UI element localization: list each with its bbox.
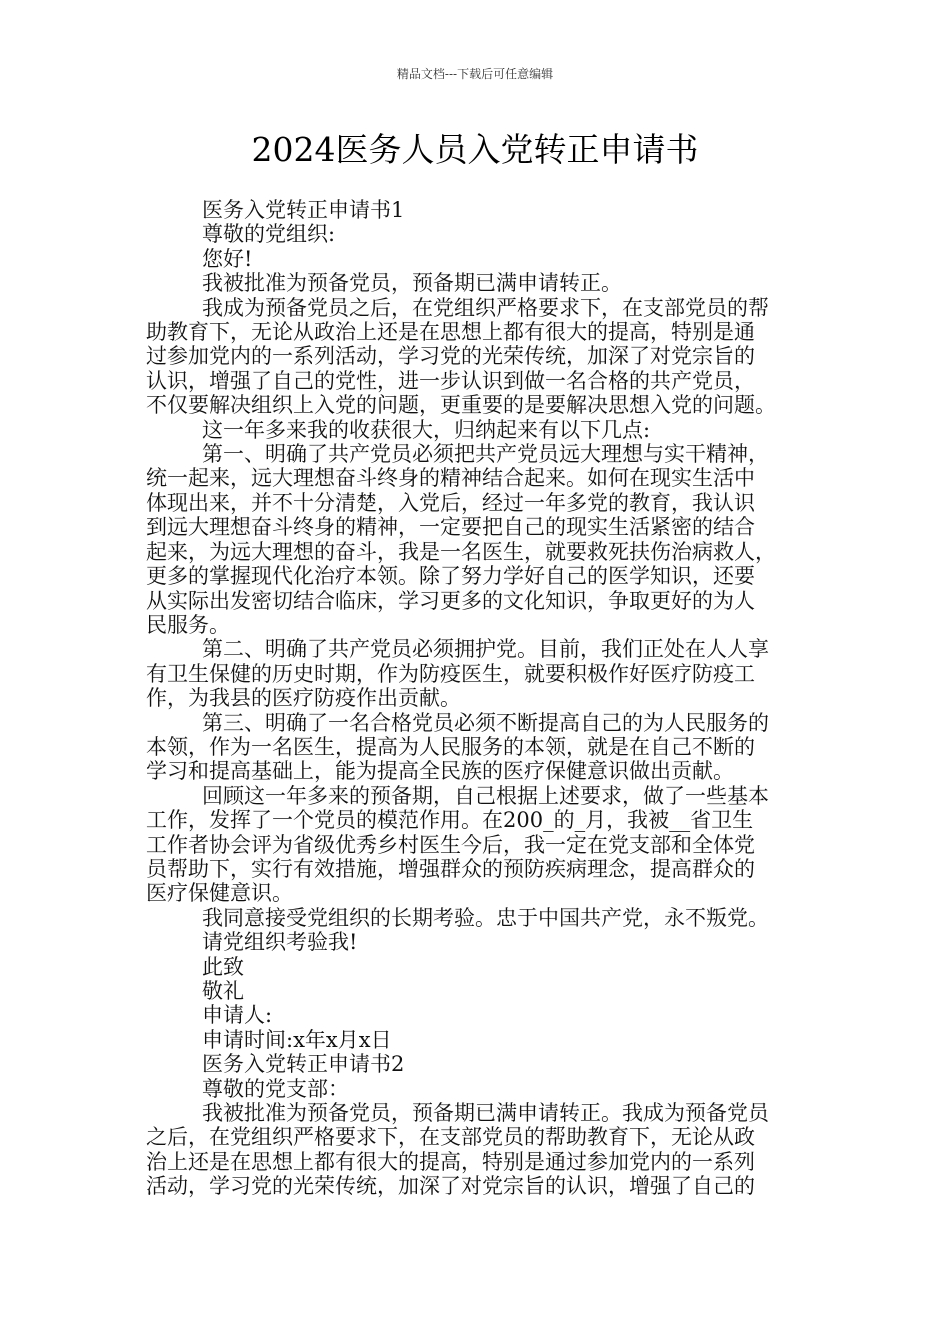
- section-heading-1: 医务入党转正申请书1: [202, 198, 405, 222]
- body-paragraph: 第三、明确了一名合格党员必须不断提高自己的为人民服务的 本领，作为一名医生，提高为人民服务的本领，就是在自己不断的 学习和提高基础上，能为提高全民族的医疗保健意识做出贡献。: [146, 710, 769, 784]
- document-body: [146, 198, 810, 1199]
- section-heading-2: 医务入党转正申请书2: [202, 1052, 405, 1077]
- body-paragraph: 这一年多来我的收获很大，归纳起来有以下几点:: [202, 417, 651, 442]
- body-paragraph: 我被批准为预备党员，预备期已满申请转正。: [202, 271, 622, 296]
- application-date-line: 申请时间:x年x月x日: [202, 1027, 392, 1052]
- body-paragraph: 我成为预备党员之后，在党组织严格要求下，在支部党员的帮 助教育下，无论从政治上还是在思想上都有很大的提高，特别是通 过参加党内的一系列活动，学习党的光荣传统，加深了对党宗旨的 认识，增强了自己的党性，进一步认识到做一名合格的共产党员， 不仅要解决组织上入党的问题，更重要的是要解决思想入党的问题。: [146, 295, 776, 418]
- closing-salute: 敬礼: [202, 979, 244, 1003]
- body-paragraph: 请党组织考验我!: [202, 930, 358, 955]
- closing-line: 此致: [202, 954, 244, 979]
- document-title: 2024医务人员入党转正申请书: [251, 130, 699, 169]
- body-paragraph: 我同意接受党组织的长期考验。忠于中国共产党，永不叛党。: [202, 905, 769, 930]
- applicant-line: 申请人:: [202, 1003, 273, 1028]
- body-paragraph: 我被批准为预备党员，预备期已满申请转正。我成为预备党员 之后，在党组织严格要求下，在支部党员的帮助教育下，无论从政 治上还是在思想上都有很大的提高，特别是通过参加党内的一系列 活动，学习党的光荣传统，加深了对党宗旨的认识，增强了自己的: [146, 1101, 769, 1199]
- body-paragraph: 第一、明确了共产党员必须把共产党员远大理想与实干精神， 统一起来，远大理想奋斗终身的精神结合起来。如何在现实生活中 体现出来，并不十分清楚，入党后，经过一年多党的教育，我认识 到远大理想奋斗终身的精神，一定要把自己的现实生活紧密的结合 起来，为远大理想的奋斗，我是一名医生，就要救死扶伤治病救人， 更多的掌握现代化治疗本领。除了努力学好自己的医学知识，还要 从实际出发密切结合临床，学习更多的文化知识，争取更好的为人 民服务。: [146, 442, 776, 637]
- page-header-note: 精品文档---下载后可任意编辑: [396, 67, 554, 81]
- greeting: 您好!: [202, 246, 253, 271]
- salutation: 尊敬的党支部：: [202, 1076, 349, 1101]
- body-paragraph: 第二、明确了共产党员必须拥护党。目前，我们正处在人人享 有卫生保健的历史时期，作为防疫医生，就要积极作好医疗防疫工 作，为我县的医疗防疫作出贡献。: [146, 637, 769, 711]
- salutation: 尊敬的党组织:: [202, 222, 336, 247]
- body-paragraph: 回顾这一年多来的预备期，自己根据上述要求，做了一些基本 工作，发挥了一个党员的模范作用。在200_的_月，我被__省卫生 工作者协会评为省级优秀乡村医生今后，我一定在党支部和全体党 员帮助下，实行有效措施，增强群众的预防疾病理念，提高群众的 医疗保健意识。: [146, 783, 769, 906]
